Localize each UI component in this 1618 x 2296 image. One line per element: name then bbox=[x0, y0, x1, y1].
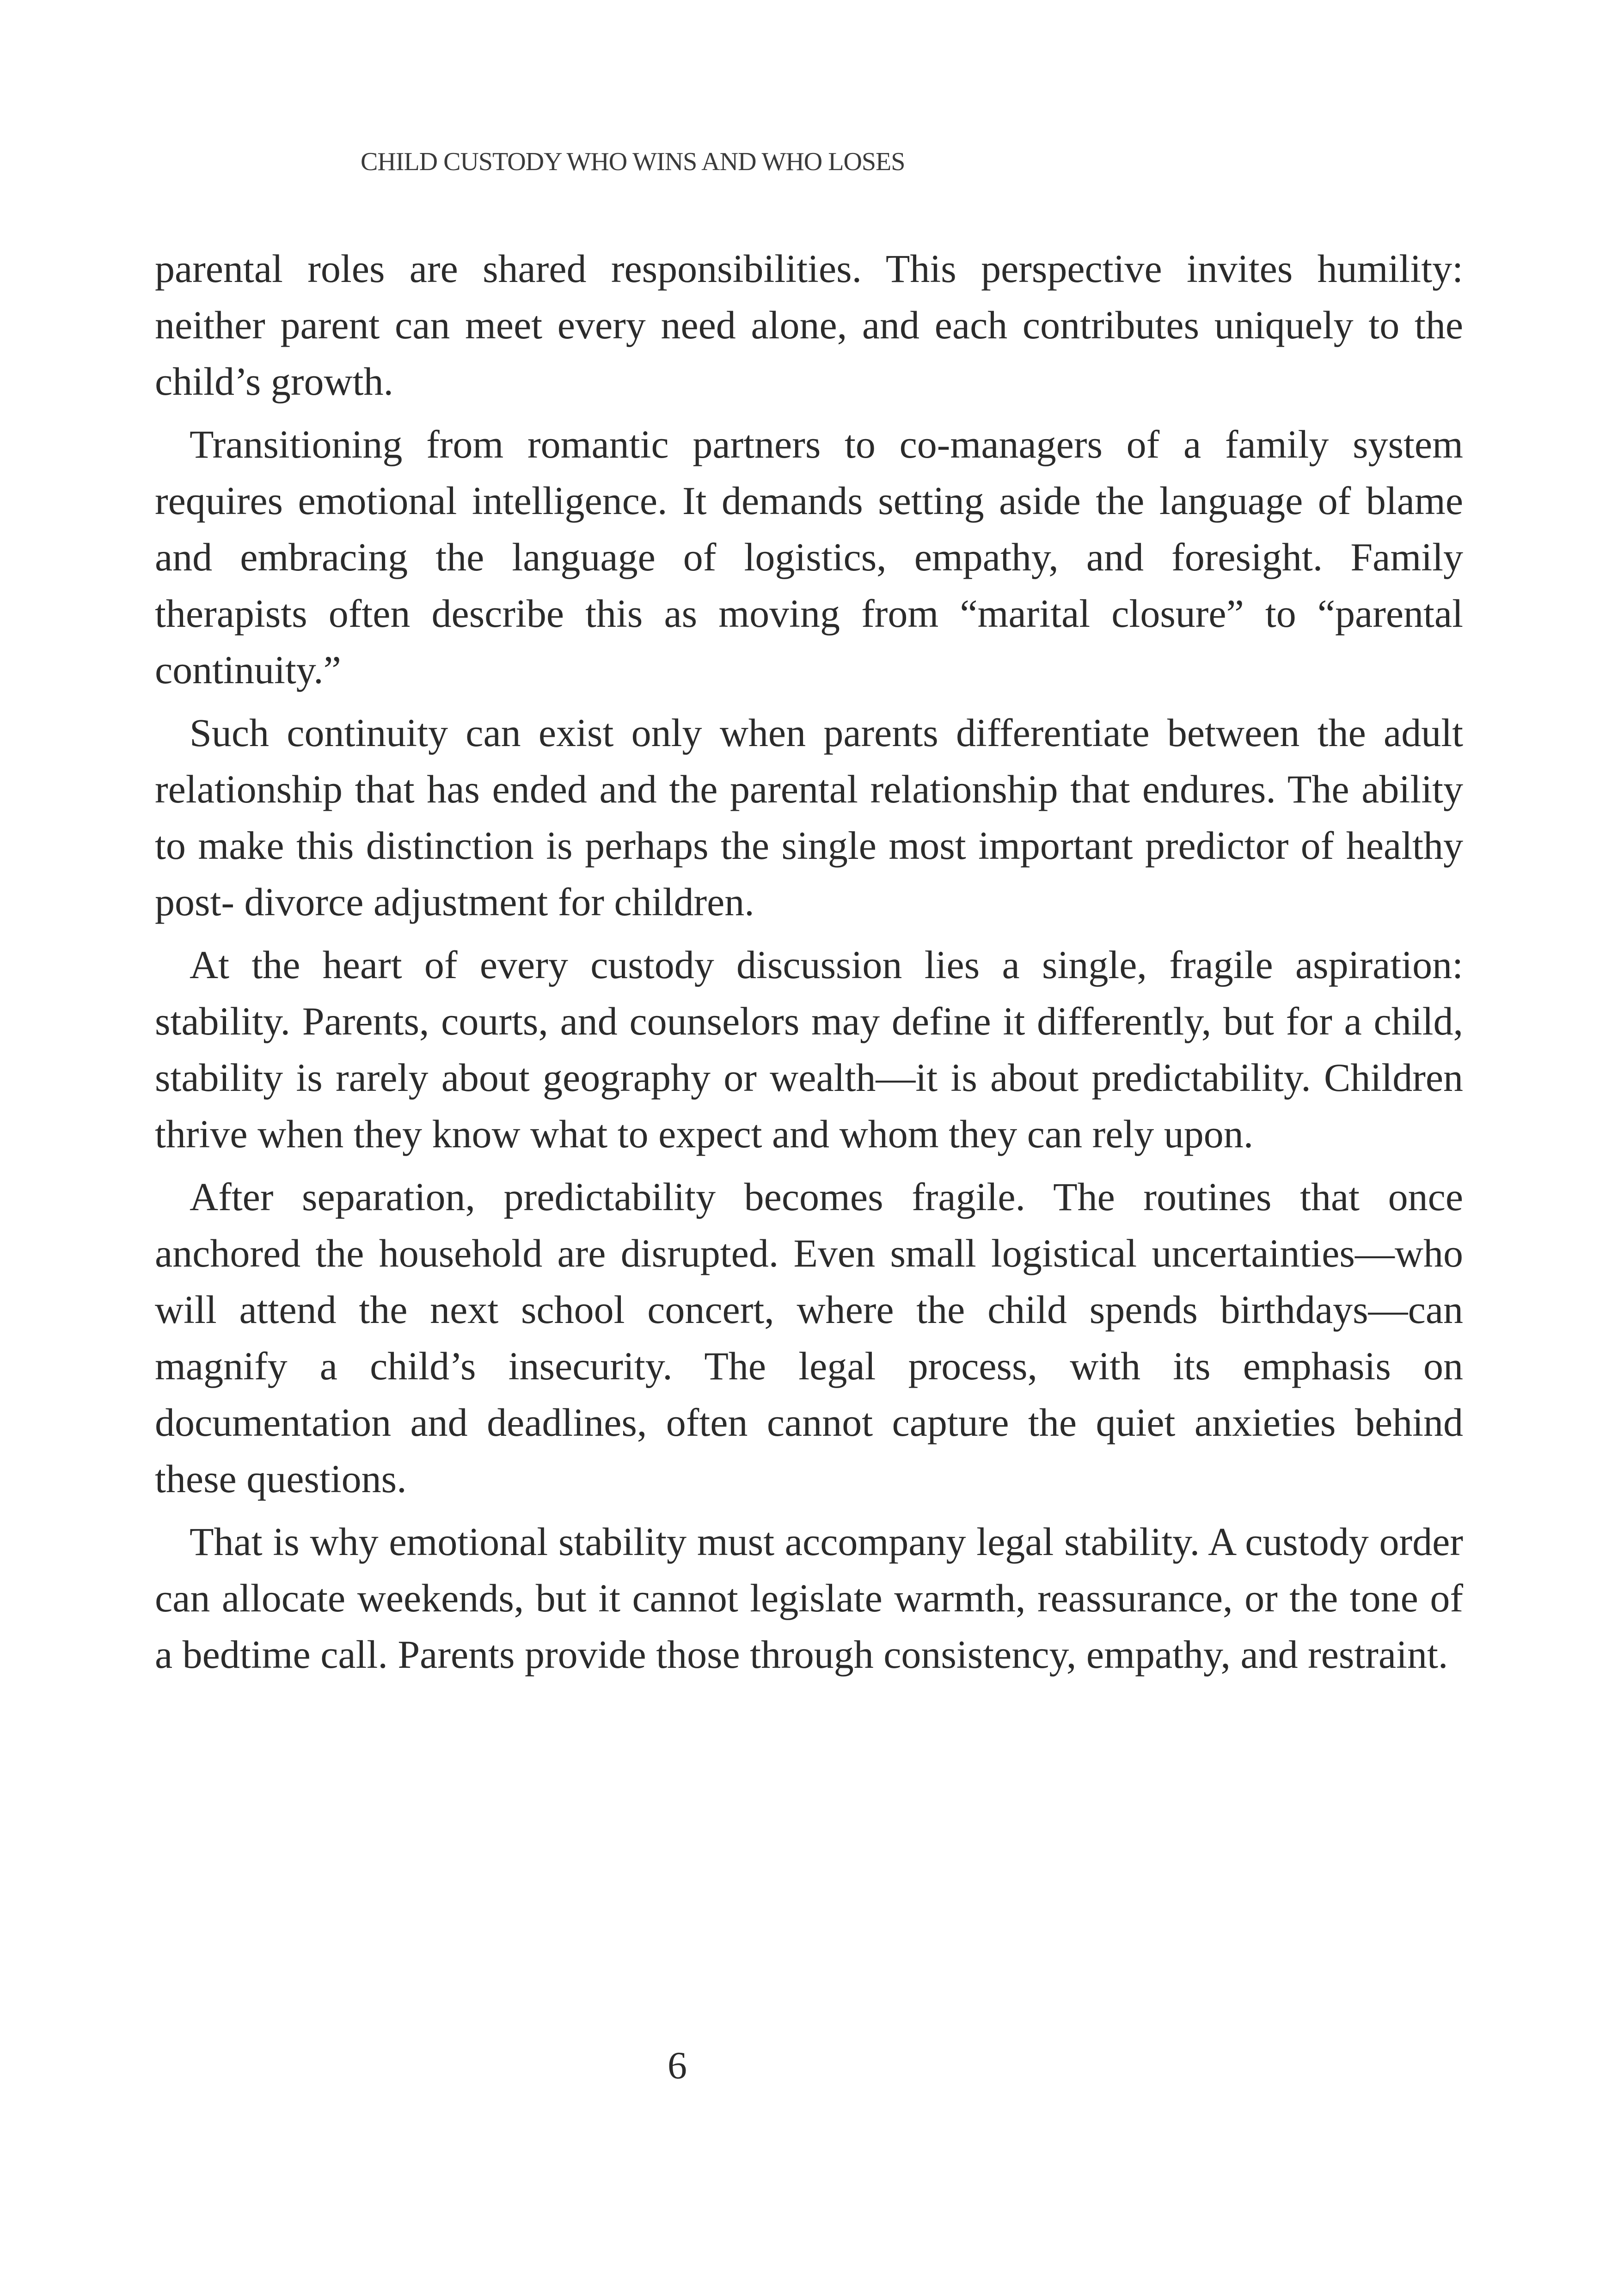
paragraph: After separation, predictability becomes fragile. The routines that once anchored the household are disrupted. Even small logistical uncertainties—who will attend the next school concert, where the child spends birthdays—can magnify a child’s insecurity. The legal process, with its emphasis on documentation and deadlines, often cannot capture the quiet anxieties behind these questions. bbox=[155, 1175, 1463, 1501]
paragraph: Such continuity can exist only when parents differentiate between the adult relationship that has ended and the parental relationship that endures. The ability to make this distinction is perhaps the single most important predictor of healthy post- divorce adjustment for children. bbox=[155, 710, 1463, 924]
body-text bbox=[155, 240, 1463, 1689]
paragraph: At the heart of every custody discussion lies a single, fragile aspiration: stability. Parents, courts, and counselors may define it differently, but for a child, stability is rarely about geography or wealth—it is about predictability. Children thrive when they know what to expect and whom they can rely upon. bbox=[155, 943, 1463, 1156]
paragraph: That is why emotional stability must accompany legal stability. A custody order can allocate weekends, but it cannot legislate warmth, reassurance, or the tone of a bedtime call. Parents provide those through consistency, empathy, and restraint. bbox=[155, 1519, 1463, 1677]
page-number: 6 bbox=[668, 2044, 687, 2087]
running-header: CHILD CUSTODY WHO WINS AND WHO LOSES bbox=[361, 147, 905, 176]
paragraph-continued: parental roles are shared responsibilities. This perspective invites humility: neither parent can meet every need alone, and each contributes uniquely to the child’s growth. bbox=[155, 246, 1463, 404]
paragraph: Transitioning from romantic partners to co-managers of a family system requires emotional intelligence. It demands setting aside the language of blame and embracing the language of logistics, empathy, and foresight. Family therapists often describe this as moving from “marital closure” to “parental continuity.” bbox=[155, 422, 1463, 692]
